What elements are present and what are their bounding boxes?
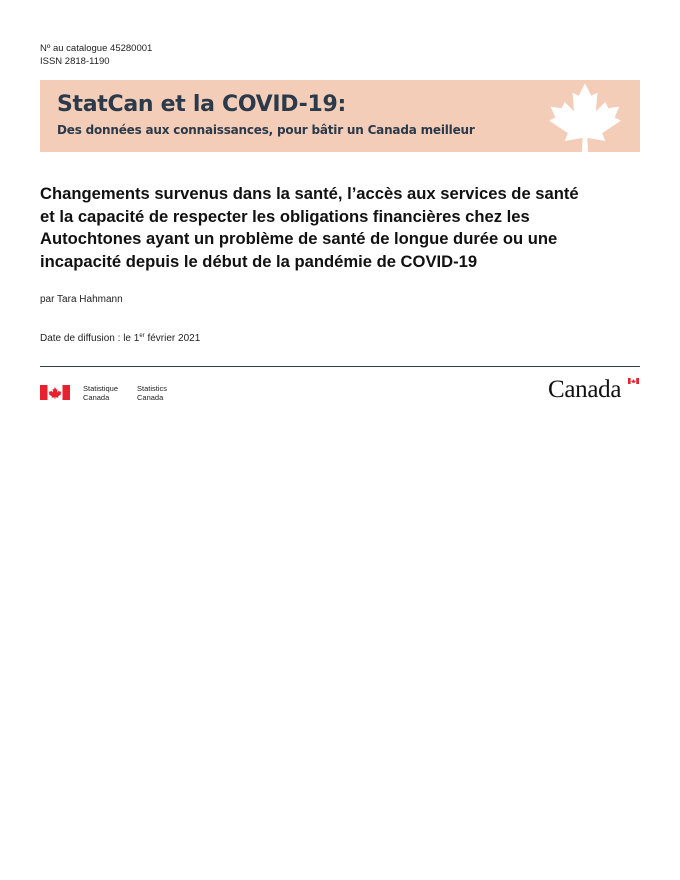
catalog-number xyxy=(40,42,152,55)
author-byline: par Tara Hahmann xyxy=(40,294,123,305)
banner-title: StatCan et la COVID-19: xyxy=(57,92,346,117)
catalog-number-value: 45280001 xyxy=(110,43,153,54)
canada-flag-icon xyxy=(40,385,70,400)
release-date-suffix: février 2021 xyxy=(144,333,201,344)
canada-wordmark-flag-icon xyxy=(628,378,639,384)
maple-leaf-icon xyxy=(546,80,624,152)
canada-wordmark-text: Canada xyxy=(548,376,622,403)
document-title-line: Autochtones ayant un problème de santé de longue durée ou une xyxy=(40,229,558,248)
document-title-line: et la capacité de respecter les obligations financières chez les xyxy=(40,206,530,226)
agency-name-en-line2: Canada xyxy=(137,392,164,402)
release-date-prefix: Date de diffusion : le 1 xyxy=(40,333,140,344)
release-date-ordinal: er xyxy=(139,333,145,339)
catalog-info xyxy=(40,42,152,68)
covid-banner xyxy=(40,80,640,152)
document-title xyxy=(40,183,640,273)
document-title-line: Changements survenus dans la santé, l’accès aux services de santé xyxy=(40,184,579,203)
footer-divider xyxy=(40,366,640,367)
canada-wordmark xyxy=(548,376,640,404)
agency-name-fr xyxy=(83,385,118,402)
issn: ISSN 2818-1190 xyxy=(40,56,110,67)
banner-subtitle: Des données aux connaissances, pour bâtir un Canada meilleur xyxy=(57,123,475,137)
document-title-line: incapacité depuis le début de la pandémie de COVID-19 xyxy=(40,251,478,271)
release-date xyxy=(40,333,200,344)
agency-name-fr-line1: Statistique xyxy=(83,384,119,393)
agency-name-en xyxy=(137,385,167,402)
catalog-number-label: Nº au catalogue xyxy=(40,43,108,54)
agency-name-en-line1: Statistics xyxy=(137,384,168,393)
agency-name-fr-line2: Canada xyxy=(83,392,110,402)
